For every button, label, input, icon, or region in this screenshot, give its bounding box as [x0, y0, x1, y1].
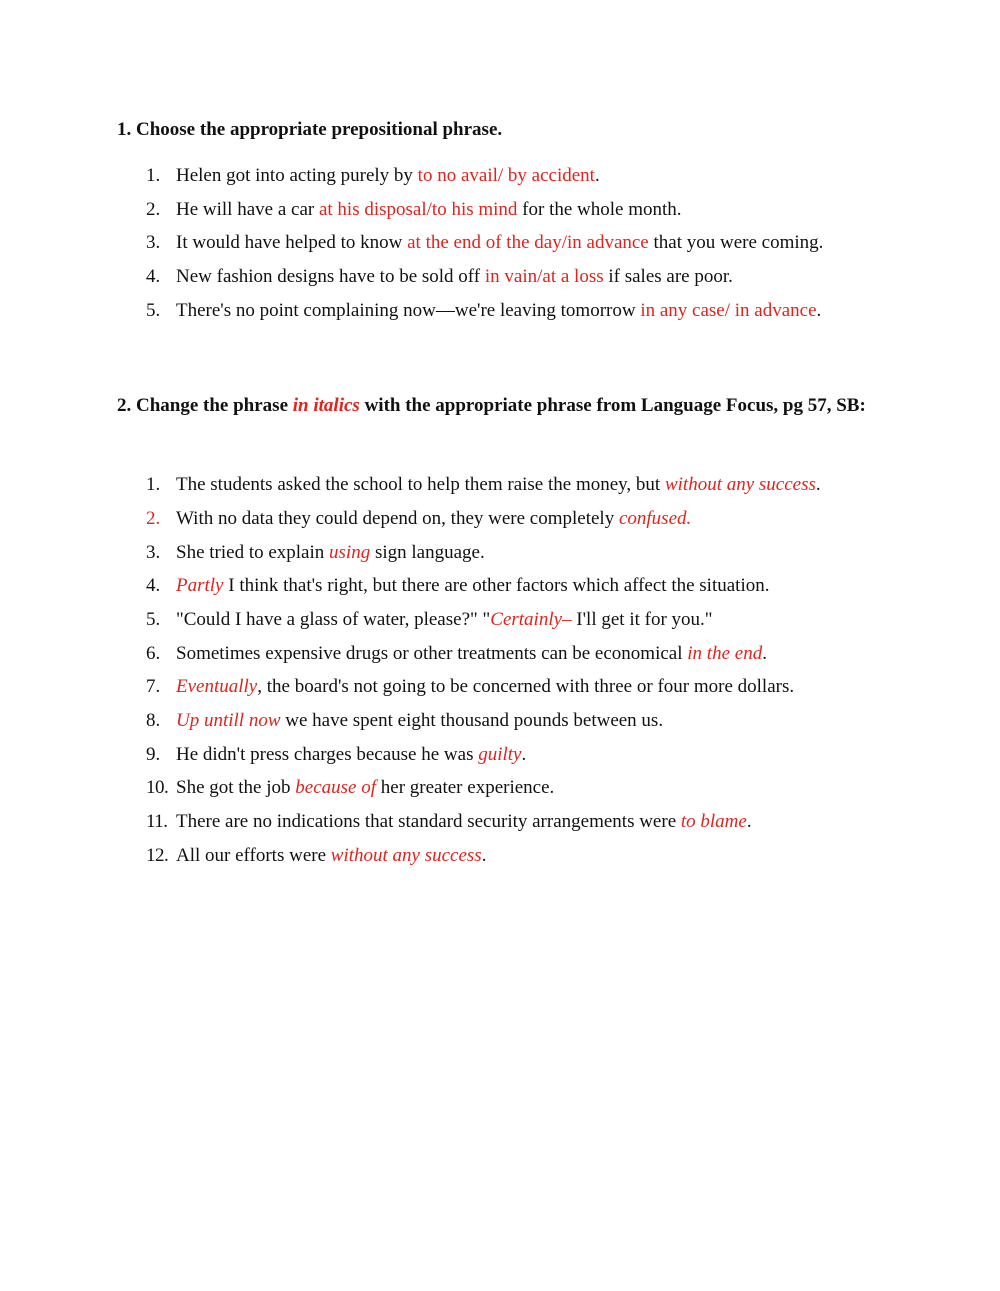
s2-q2-answer: confused. — [618, 508, 692, 529]
s2-q6-text-after: . — [762, 643, 767, 664]
s2-q2-number: 2. — [146, 508, 161, 529]
s2-q3-number: 3. — [146, 542, 161, 563]
s1-q2-answer: at his disposal/to his mind — [318, 199, 518, 220]
s2-question-10 — [146, 776, 554, 800]
section-1-title: 1. Choose the appropriate prepositional phrase. — [117, 119, 503, 140]
s2-q6-number: 6. — [146, 643, 161, 664]
s2-q6-answer: in the end — [687, 643, 763, 664]
s2-q1-answer: without any success — [664, 474, 816, 495]
s2-q5-answer: Certainly– — [490, 609, 572, 630]
s2-q6-text-before: Sometimes expensive drugs or other treatments can be economical — [176, 643, 688, 664]
s2-question-4 — [146, 574, 769, 598]
s1-q5-text-before: There's no point complaining now—we're leaving tomorrow — [176, 300, 641, 321]
s1-q1-text-after: . — [594, 165, 600, 186]
s2-q10-text-before: She got the job — [176, 777, 296, 798]
s2-question-1 — [146, 473, 821, 497]
s2-q5-text-after: I'll get it for you." — [571, 609, 713, 630]
s1-q2-text-after: for the whole month. — [517, 199, 682, 220]
s2-q9-text-after: . — [521, 744, 527, 765]
s2-q8-number: 8. — [146, 710, 161, 731]
s2-question-9 — [146, 743, 526, 767]
s2-q10-answer: because of — [295, 777, 377, 798]
s1-q3-text-before: It would have helped to know — [176, 232, 408, 253]
s2-q2-text-before: With no data they could depend on, they were completely — [176, 508, 619, 529]
s2-q11-answer: to blame — [680, 811, 747, 832]
s2-q1-text-after: . — [815, 474, 821, 495]
s2-q3-text-after: sign language. — [370, 542, 485, 563]
s2-q4-text-after: I think that's right, but there are other factors which affect the situation. — [223, 575, 770, 596]
s1-q4-number: 4. — [146, 266, 161, 287]
s1-q1-answer: to no avail/ by accident — [417, 165, 595, 186]
section-2-title-end: with the appropriate phrase from Language Focus, pg 57, SB: — [359, 395, 866, 416]
s1-q2-text-before: He will have a car — [176, 199, 319, 220]
s1-question-2 — [146, 198, 682, 222]
section-2-title — [117, 389, 877, 423]
s1-q3-text-after: that you were coming. — [648, 232, 824, 253]
s2-q8-text-after: we have spent eight thousand pounds between us. — [280, 710, 664, 731]
s2-q8-answer: Up untill now — [176, 710, 281, 731]
s2-q4-number: 4. — [146, 575, 161, 596]
s2-q7-text-after: , the board's not going to be concerned with three or four more dollars. — [257, 676, 795, 697]
s1-question-3 — [146, 231, 823, 255]
s2-q1-number: 1. — [146, 474, 161, 495]
s2-q9-text-before: He didn't press charges because he was — [176, 744, 479, 765]
s2-question-3 — [146, 541, 485, 565]
s1-q5-answer: in any case/ in advance — [640, 300, 817, 321]
s1-q4-answer: in vain/at a loss — [484, 266, 604, 287]
s1-q1-text-before: Helen got into acting purely by — [176, 165, 418, 186]
s1-q5-number: 5. — [146, 300, 161, 321]
s2-q11-text-before: There are no indications that standard security arrangements were — [176, 811, 681, 832]
section-2-title-start: 2. Change the phrase — [117, 395, 293, 416]
s2-q12-number: 12. — [146, 845, 169, 866]
s2-q1-text-before: The students asked the school to help them raise the money, but — [176, 474, 665, 495]
s2-q11-text-after: . — [746, 811, 752, 832]
s2-q3-answer: using — [329, 542, 371, 563]
s2-q3-text-before: She tried to explain — [176, 542, 330, 563]
s2-q12-text-before: All our efforts were — [176, 845, 331, 866]
s2-q10-text-after: her greater experience. — [376, 777, 555, 798]
s1-q4-text-before: New fashion designs have to be sold off — [176, 266, 485, 287]
s2-question-11 — [146, 810, 752, 834]
s1-q4-text-after: if sales are poor. — [603, 266, 733, 287]
section-2-title-italic: in italics — [292, 395, 360, 416]
s2-q7-answer: Eventually — [176, 676, 258, 697]
s1-question-5 — [146, 299, 821, 323]
s1-q3-answer: at the end of the day/in advance — [407, 232, 649, 253]
s2-question-5 — [146, 608, 713, 632]
s1-q3-number: 3. — [146, 232, 161, 253]
s1-q1-number: 1. — [146, 165, 161, 186]
s1-q2-number: 2. — [146, 199, 161, 220]
s1-q5-text-after: . — [816, 300, 822, 321]
s2-q7-number: 7. — [146, 676, 161, 697]
s2-question-6 — [146, 642, 767, 666]
s2-question-8 — [146, 709, 663, 733]
s2-q4-answer: Partly — [176, 575, 224, 596]
s2-q9-number: 9. — [146, 744, 161, 765]
s2-question-2 — [146, 507, 691, 531]
s2-q11-number: 11. — [146, 811, 168, 832]
s2-q10-number: 10. — [146, 777, 169, 798]
s1-question-4 — [146, 265, 733, 289]
s1-question-1 — [146, 164, 600, 188]
s2-q12-text-after: . — [481, 845, 487, 866]
s2-q5-text-before: "Could I have a glass of water, please?" " — [176, 609, 491, 630]
s2-question-12 — [146, 844, 486, 868]
s2-q5-number: 5. — [146, 609, 161, 630]
s2-q9-answer: guilty — [478, 744, 522, 765]
s2-q12-answer: without any success — [330, 845, 482, 866]
s2-question-7 — [146, 675, 794, 699]
